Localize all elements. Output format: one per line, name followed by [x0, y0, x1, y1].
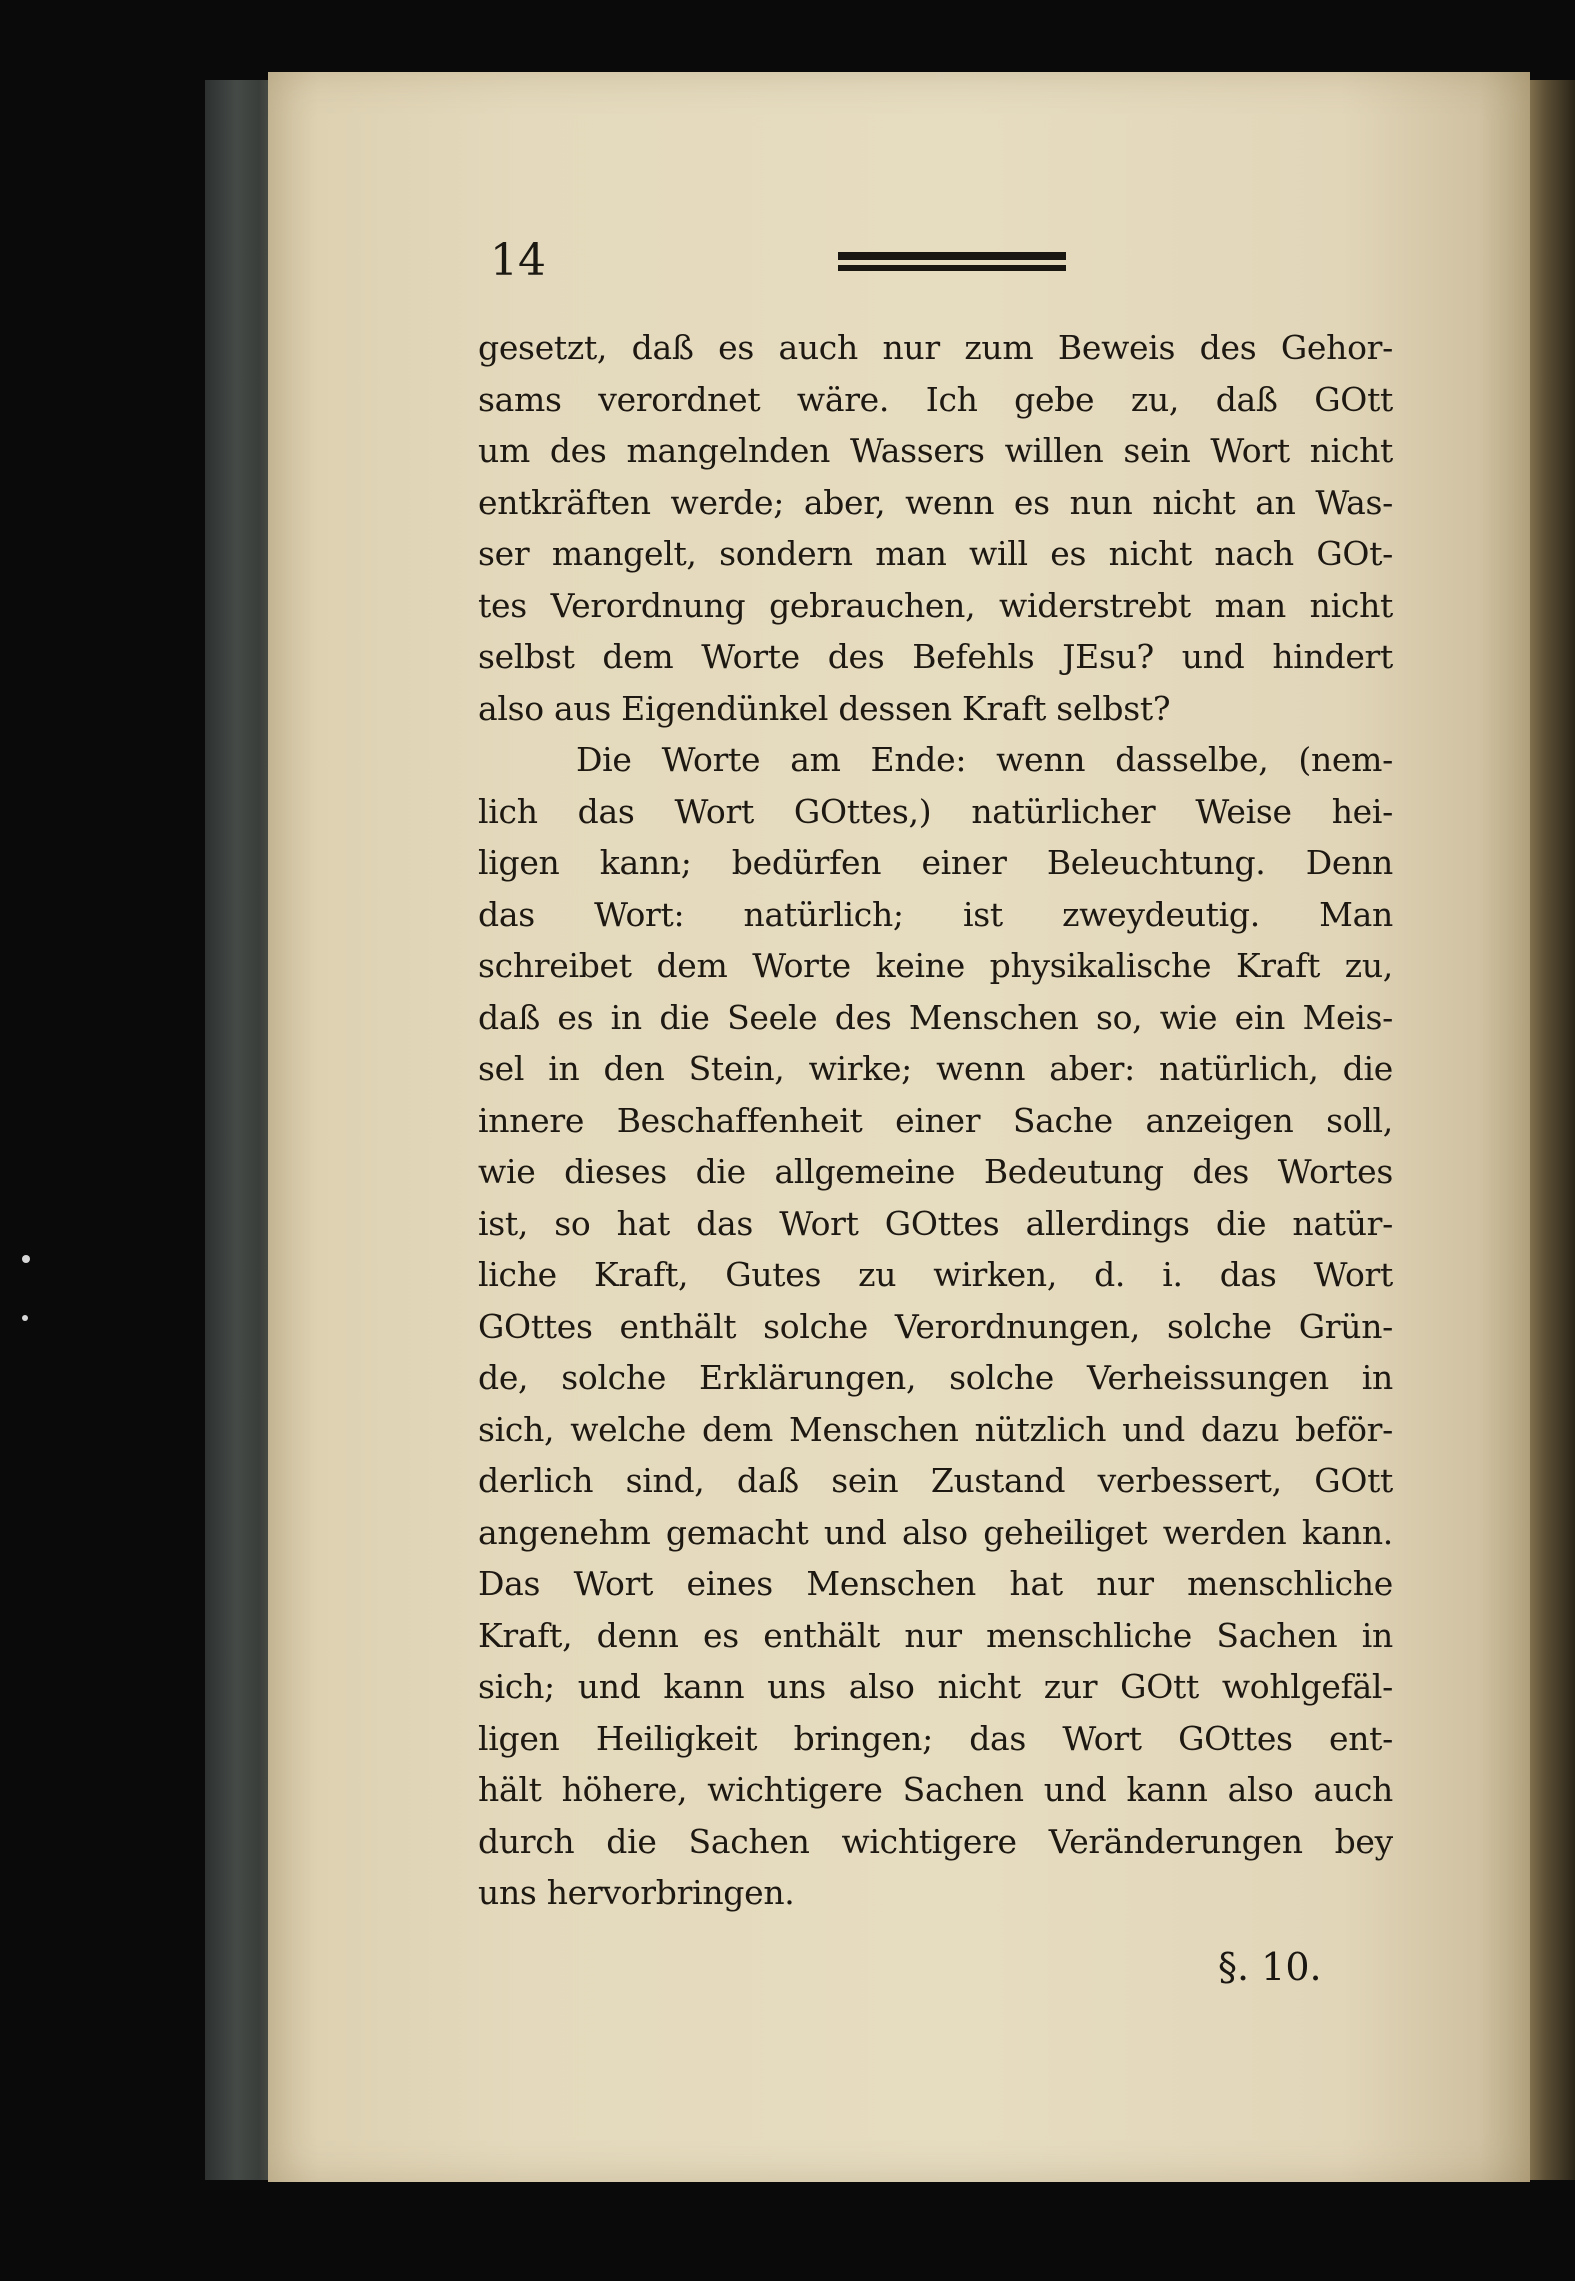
text-line: ser mangelt, sondern man will es nicht nach GOt- [478, 534, 1393, 573]
text-line: sich, welche dem Menschen nützlich und dazu beför- [478, 1409, 1393, 1449]
text-line: schreibet dem Worte keine physikalische Kraft zu, [478, 946, 1393, 985]
text-line: derlich sind, daß sein Zustand verbessert, GOtt [478, 1461, 1393, 1500]
text-line: sams verordnet wäre. Ich gebe zu, daß GOtt [478, 379, 1393, 419]
section-footer-reference: §. 10. [1218, 1945, 1322, 1989]
text-line: durch die Sachen wichtigere Veränderungen bey [478, 1821, 1393, 1861]
body-text [478, 322, 1393, 1919]
text-line: also aus Eigendünkel dessen Kraft selbst? [478, 688, 1171, 728]
text-line: liche Kraft, Gutes zu wirken, d. i. das Wort [478, 1255, 1393, 1294]
text-line: uns hervorbringen. [478, 1873, 795, 1912]
page-number: 14 [490, 235, 546, 286]
text-line: ist, so hat das Wort GOttes allerdings die natür- [478, 1203, 1393, 1243]
text-line: daß es in die Seele des Menschen so, wie ein Meis- [478, 997, 1393, 1037]
text-line: gesetzt, daß es auch nur zum Beweis des Gehor- [478, 328, 1393, 367]
text-line: Die Worte am Ende: wenn dasselbe, (nem- [576, 740, 1393, 779]
text-line: lich das Wort GOttes,) natürlicher Weise hei- [478, 791, 1393, 831]
text-line: ligen Heiligkeit bringen; das Wort GOttes ent- [478, 1718, 1393, 1758]
text-line: Das Wort eines Menschen hat nur menschliche [478, 1564, 1393, 1603]
facing-page-edge [1525, 80, 1575, 2180]
scan-dust-mark [22, 1255, 30, 1263]
scan-dust-mark [22, 1315, 28, 1321]
text-line: um des mangelnden Wassers willen sein Wort nicht [478, 431, 1393, 470]
text-line: entkräften werde; aber, wenn es nun nicht an Was- [478, 482, 1393, 522]
text-line: sich; und kann uns also nicht zur GOtt wohlgefäl- [478, 1667, 1393, 1706]
text-line: sel in den Stein, wirke; wenn aber: natürlich, die [478, 1049, 1393, 1088]
text-line: hält höhere, wichtigere Sachen und kann also auch [478, 1770, 1393, 1809]
text-line: ligen kann; bedürfen einer Beleuchtung. Denn [478, 843, 1393, 882]
text-line: GOttes enthält solche Verordnungen, solche Grün- [478, 1306, 1393, 1346]
text-line: selbst dem Worte des Befehls JEsu? und hindert [478, 637, 1393, 676]
text-line: de, solche Erklärungen, solche Verheissungen in [478, 1358, 1393, 1397]
text-line: angenehm gemacht und also geheiliget werden kann. [478, 1512, 1393, 1552]
text-line: innere Beschaffenheit einer Sache anzeigen soll, [478, 1100, 1393, 1140]
text-line: tes Verordnung gebrauchen, widerstrebt man nicht [478, 585, 1393, 625]
header-rule-bar [838, 265, 1066, 271]
text-line: wie dieses die allgemeine Bedeutung des Wortes [478, 1152, 1393, 1191]
text-line: das Wort: natürlich; ist zweydeutig. Man [478, 894, 1393, 934]
text-line: Kraft, denn es enthält nur menschliche Sachen in [478, 1615, 1393, 1655]
header-double-rule [838, 252, 1066, 274]
header-rule-bar [838, 252, 1066, 260]
